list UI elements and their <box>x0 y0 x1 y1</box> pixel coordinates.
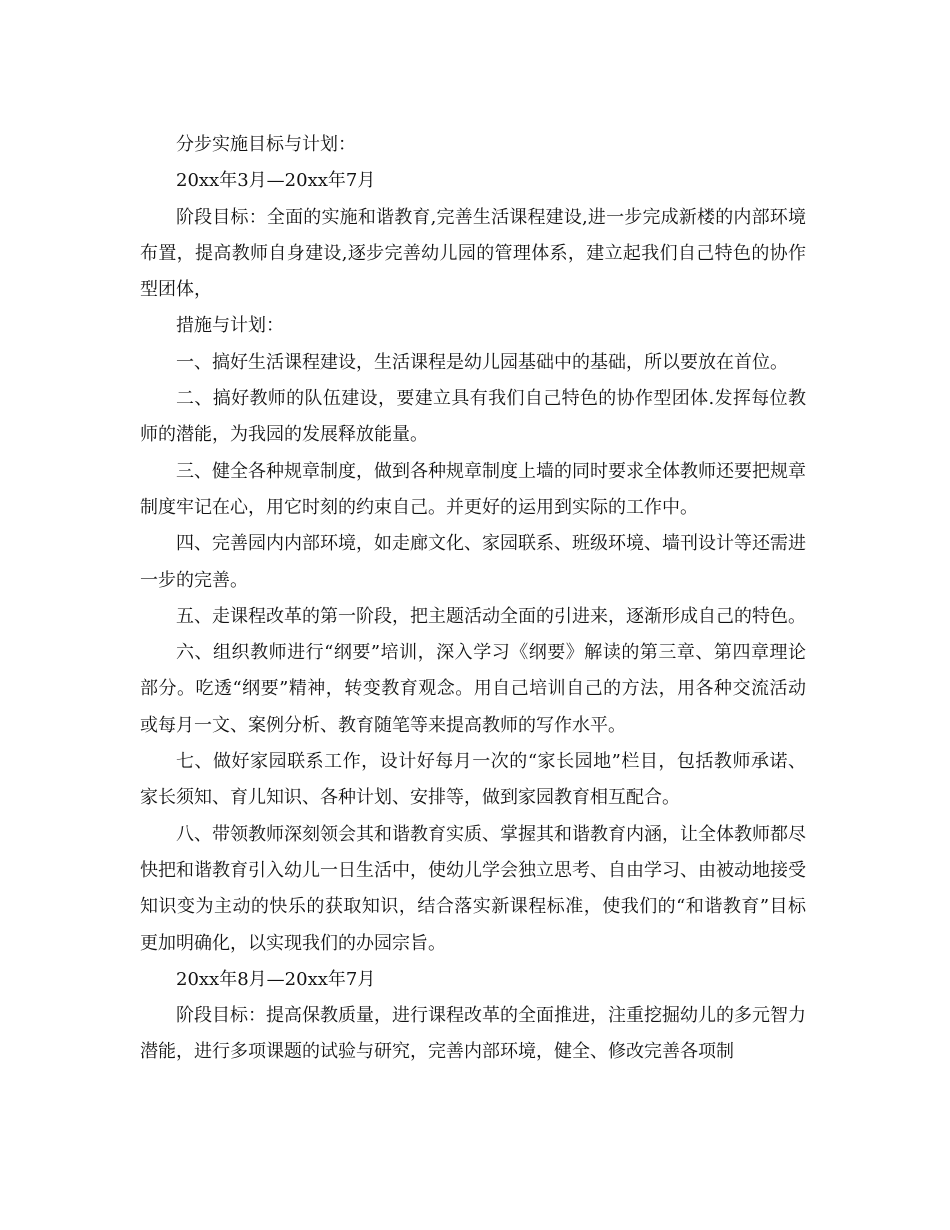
measures-heading: 措施与计划： <box>176 315 284 337</box>
section-heading: 分步实施目标与计划： <box>176 134 356 155</box>
phase-date-range-2: 20xx年8月—20xx年7月 <box>176 968 376 990</box>
phase-goal-paragraph-2: 阶段目标：提高保教质量，进行课程改革的全面推进，注重挖掘幼儿的多元智力潜能，进行多项课题的试验与研究，完善内部环境，健全、修改完善各项制 <box>140 1005 806 1063</box>
phase-goal-paragraph: 阶段目标：全面的实施和谐教育,完善生活课程建设,进一步完成新楼的内部环境布置，提高教师自身建设,逐步完善幼儿园的管理体系，建立起我们自己特色的协作型团体， <box>140 206 806 301</box>
measure-item-4: 四、完善园内内部环境，如走廊文化、家园联系、班级环境、墙刊设计等还需进一步的完善。 <box>140 533 806 591</box>
measure-item-2: 二、搞好教师的队伍建设，要建立具有我们自己特色的协作型团体.发挥每位教师的潜能，为我园的发展释放能量。 <box>140 388 806 446</box>
measure-item-3: 三、健全各种规章制度，做到各种规章制度上墙的同时要求全体教师还要把规章制度牢记在心，用它时刻的约束自己。并更好的运用到实际的工作中。 <box>140 460 806 518</box>
document-body <box>140 127 806 1071</box>
measure-item-8: 八、带领教师深刻领会其和谐教育实质、掌握其和谐教育内涵，让全体教师都尽快把和谐教育引入幼儿一日生活中，使幼儿学会独立思考、自由学习、由被动地接受知识变为主动的快乐的获取知识，结合落实新课程标准，使我们的“和谐教育”目标更加明确化，以实现我们的办园宗旨。 <box>140 823 806 954</box>
measure-item-1: 一、搞好生活课程建设，生活课程是幼儿园基础中的基础，所以要放在首位。 <box>176 351 788 373</box>
measure-item-5: 五、走课程改革的第一阶段，把主题活动全面的引进来，逐渐形成自己的特色。 <box>176 605 806 627</box>
phase-date-range: 20xx年3月—20xx年7月 <box>176 170 376 192</box>
measure-item-6: 六、组织教师进行“纲要”培训，深入学习《纲要》解读的第三章、第四章理论部分。吃透“纲要”精神，转变教育观念。用自己培训自己的方法，用各种交流活动或每月一文、案例分析、教育随笔等来提高教师的写作水平。 <box>140 642 806 736</box>
measure-item-7: 七、做好家园联系工作，设计好每月一次的“家长园地”栏目，包括教师承诺、家长须知、育儿知识、各种计划、安排等，做到家园教育相互配合。 <box>140 751 806 809</box>
